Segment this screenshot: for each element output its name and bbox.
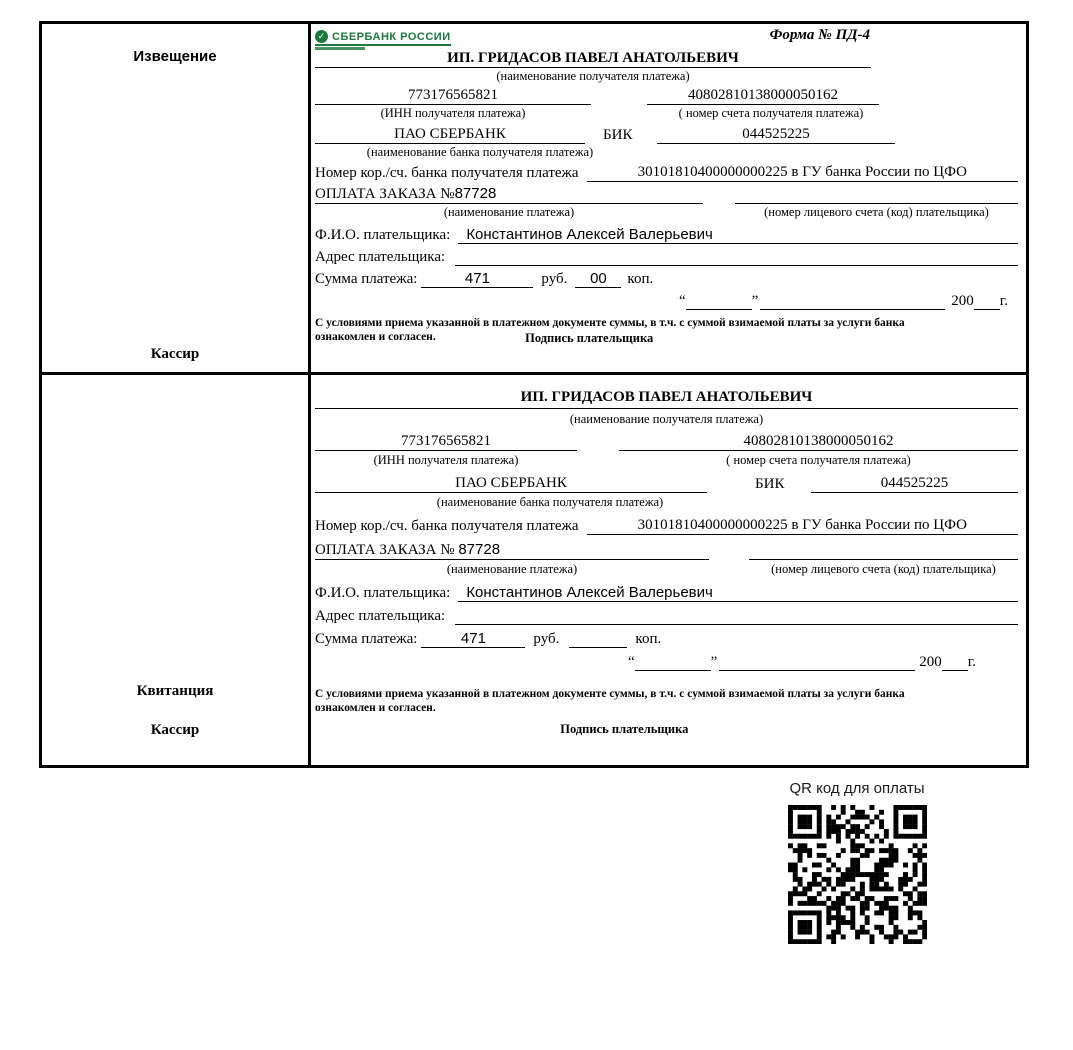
account-caption: ( номер счета получателя платежа) bbox=[726, 453, 911, 467]
kop-label: коп. bbox=[635, 631, 662, 647]
agreement-line2: ознакомлен и согласен. bbox=[315, 701, 436, 714]
qr-code bbox=[788, 805, 927, 944]
date-quote-open: “ bbox=[678, 293, 686, 309]
year-suffix: г. bbox=[967, 654, 976, 670]
receipt-cashier-label: Кассир bbox=[150, 722, 200, 738]
payer-label: Ф.И.О. плательщика: bbox=[315, 227, 451, 243]
payment-name-number: 87728 bbox=[454, 185, 497, 202]
date-quote-open: “ bbox=[627, 654, 635, 670]
corr-value: 30101810400000000225 в ГУ банка России по ЦФО bbox=[587, 517, 1018, 535]
payer-value: Константинов Алексей Валерьевич bbox=[458, 226, 1018, 244]
notice-section bbox=[42, 24, 1026, 372]
year-line bbox=[942, 653, 968, 671]
agreement-line2: ознакомлен и согласен. bbox=[315, 330, 436, 343]
corr-label: Номер кор./сч. банка получателя платежа bbox=[315, 518, 579, 534]
payment-caption: (наименование платежа) bbox=[443, 205, 575, 219]
address-label: Адрес плательщика: bbox=[315, 249, 446, 265]
notice-cashier-label: Кассир bbox=[150, 346, 200, 362]
year-suffix: г. bbox=[999, 293, 1008, 309]
receipt-side-column bbox=[42, 375, 311, 765]
date-day-line bbox=[635, 653, 711, 671]
recipient-name: ИП. ГРИДАСОВ ПАВЕЛ АНАТОЛЬЕВИЧ bbox=[315, 389, 1018, 409]
date-quote-close: ” bbox=[710, 654, 718, 670]
amount-label: Сумма платежа: bbox=[315, 271, 418, 287]
bank-caption: (наименование банка получателя платежа) bbox=[366, 145, 594, 159]
notice-content bbox=[311, 24, 1026, 372]
payment-name bbox=[315, 185, 703, 204]
notice-side-label: Извещение bbox=[133, 48, 217, 65]
payer-value: Константинов Алексей Валерьевич bbox=[458, 584, 1018, 602]
kop-label: коп. bbox=[627, 271, 654, 287]
qr-label: QR код для оплаты bbox=[789, 780, 925, 797]
date-day-line bbox=[686, 292, 752, 310]
payer-label: Ф.И.О. плательщика: bbox=[315, 585, 451, 601]
amount-rub-value: 471 bbox=[421, 630, 525, 648]
sberbank-logo-tagline bbox=[315, 47, 365, 50]
year-prefix: 200 bbox=[919, 654, 942, 670]
inn-caption: (ИНН получателя платежа) bbox=[373, 453, 519, 467]
agreement-line1: С условиями приема указанной в платежном документе суммы, в т.ч. с суммой взимаемой платы за услуги банка bbox=[315, 688, 905, 700]
receipt-content bbox=[311, 375, 1026, 765]
payment-name bbox=[315, 541, 709, 560]
payment-name-prefix: ОПЛАТА ЗАКАЗА № bbox=[315, 186, 455, 202]
receipt-side-label: Квитанция bbox=[136, 683, 214, 699]
form-number: Форма № ПД-4 bbox=[769, 27, 870, 43]
rub-label: руб. bbox=[541, 271, 568, 287]
qr-block bbox=[772, 780, 942, 944]
receipt-section bbox=[42, 372, 1026, 765]
agreement-line1: С условиями приема указанной в платежном документе суммы, в т.ч. с суммой взимаемой платы за услуги банка bbox=[315, 317, 905, 329]
sberbank-logo-icon: ✓ bbox=[315, 30, 328, 43]
recipient-name: ИП. ГРИДАСОВ ПАВЕЛ АНАТОЛЬЕВИЧ bbox=[315, 50, 871, 68]
signature-label: Подпись плательщика bbox=[525, 330, 654, 345]
inn-value: 773176565821 bbox=[315, 87, 591, 105]
payment-caption: (наименование платежа) bbox=[446, 562, 578, 576]
bik-value: 044525225 bbox=[657, 126, 895, 144]
bank-caption: (наименование банка получателя платежа) bbox=[436, 495, 664, 509]
inn-value: 773176565821 bbox=[315, 433, 577, 451]
amount-label: Сумма платежа: bbox=[315, 631, 418, 647]
address-value bbox=[455, 607, 1018, 625]
year-line bbox=[974, 292, 1000, 310]
sberbank-logo-text: СБЕРБАНК РОССИИ bbox=[332, 30, 451, 43]
corr-label: Номер кор./сч. банка получателя платежа bbox=[315, 165, 579, 181]
personal-caption: (номер лицевого счета (код) плательщика) bbox=[764, 205, 989, 219]
date-month-line bbox=[719, 653, 915, 671]
recipient-caption: (наименование получателя платежа) bbox=[569, 412, 764, 426]
date-quote-close: ” bbox=[751, 293, 759, 309]
address-label: Адрес плательщика: bbox=[315, 608, 446, 624]
payment-name-number: 87728 bbox=[458, 541, 501, 558]
bik-value: 044525225 bbox=[811, 475, 1018, 493]
rub-label: руб. bbox=[533, 631, 560, 647]
bank-name: ПАО СБЕРБАНК bbox=[315, 475, 707, 493]
amount-kop-value: 00 bbox=[575, 270, 621, 288]
account-value: 40802810138000050162 bbox=[647, 87, 879, 105]
notice-header-row bbox=[315, 26, 1018, 50]
personal-caption: (номер лицевого счета (код) плательщика) bbox=[771, 562, 996, 576]
year-prefix: 200 bbox=[951, 293, 974, 309]
payment-form-pd4 bbox=[39, 21, 1029, 768]
amount-rub-value: 471 bbox=[421, 270, 533, 288]
account-value: 40802810138000050162 bbox=[619, 433, 1018, 451]
payment-name-prefix: ОПЛАТА ЗАКАЗА № bbox=[315, 542, 459, 558]
personal-account-line bbox=[735, 187, 1018, 204]
inn-caption: (ИНН получателя платежа) bbox=[380, 106, 526, 120]
sberbank-logo bbox=[315, 30, 451, 46]
bik-label: БИК bbox=[603, 127, 633, 143]
personal-account-line bbox=[749, 543, 1018, 560]
corr-value: 30101810400000000225 в ГУ банка России по ЦФО bbox=[587, 164, 1018, 182]
address-value bbox=[455, 248, 1018, 266]
recipient-caption: (наименование получателя платежа) bbox=[496, 69, 690, 83]
signature-label: Подпись плательщика bbox=[560, 722, 689, 736]
bank-name: ПАО СБЕРБАНК bbox=[315, 126, 585, 144]
amount-kop-value bbox=[569, 630, 627, 648]
bik-label: БИК bbox=[755, 476, 785, 492]
date-month-line bbox=[760, 292, 945, 310]
account-caption: ( номер счета получателя платежа) bbox=[678, 106, 864, 120]
notice-side-column bbox=[42, 24, 311, 372]
